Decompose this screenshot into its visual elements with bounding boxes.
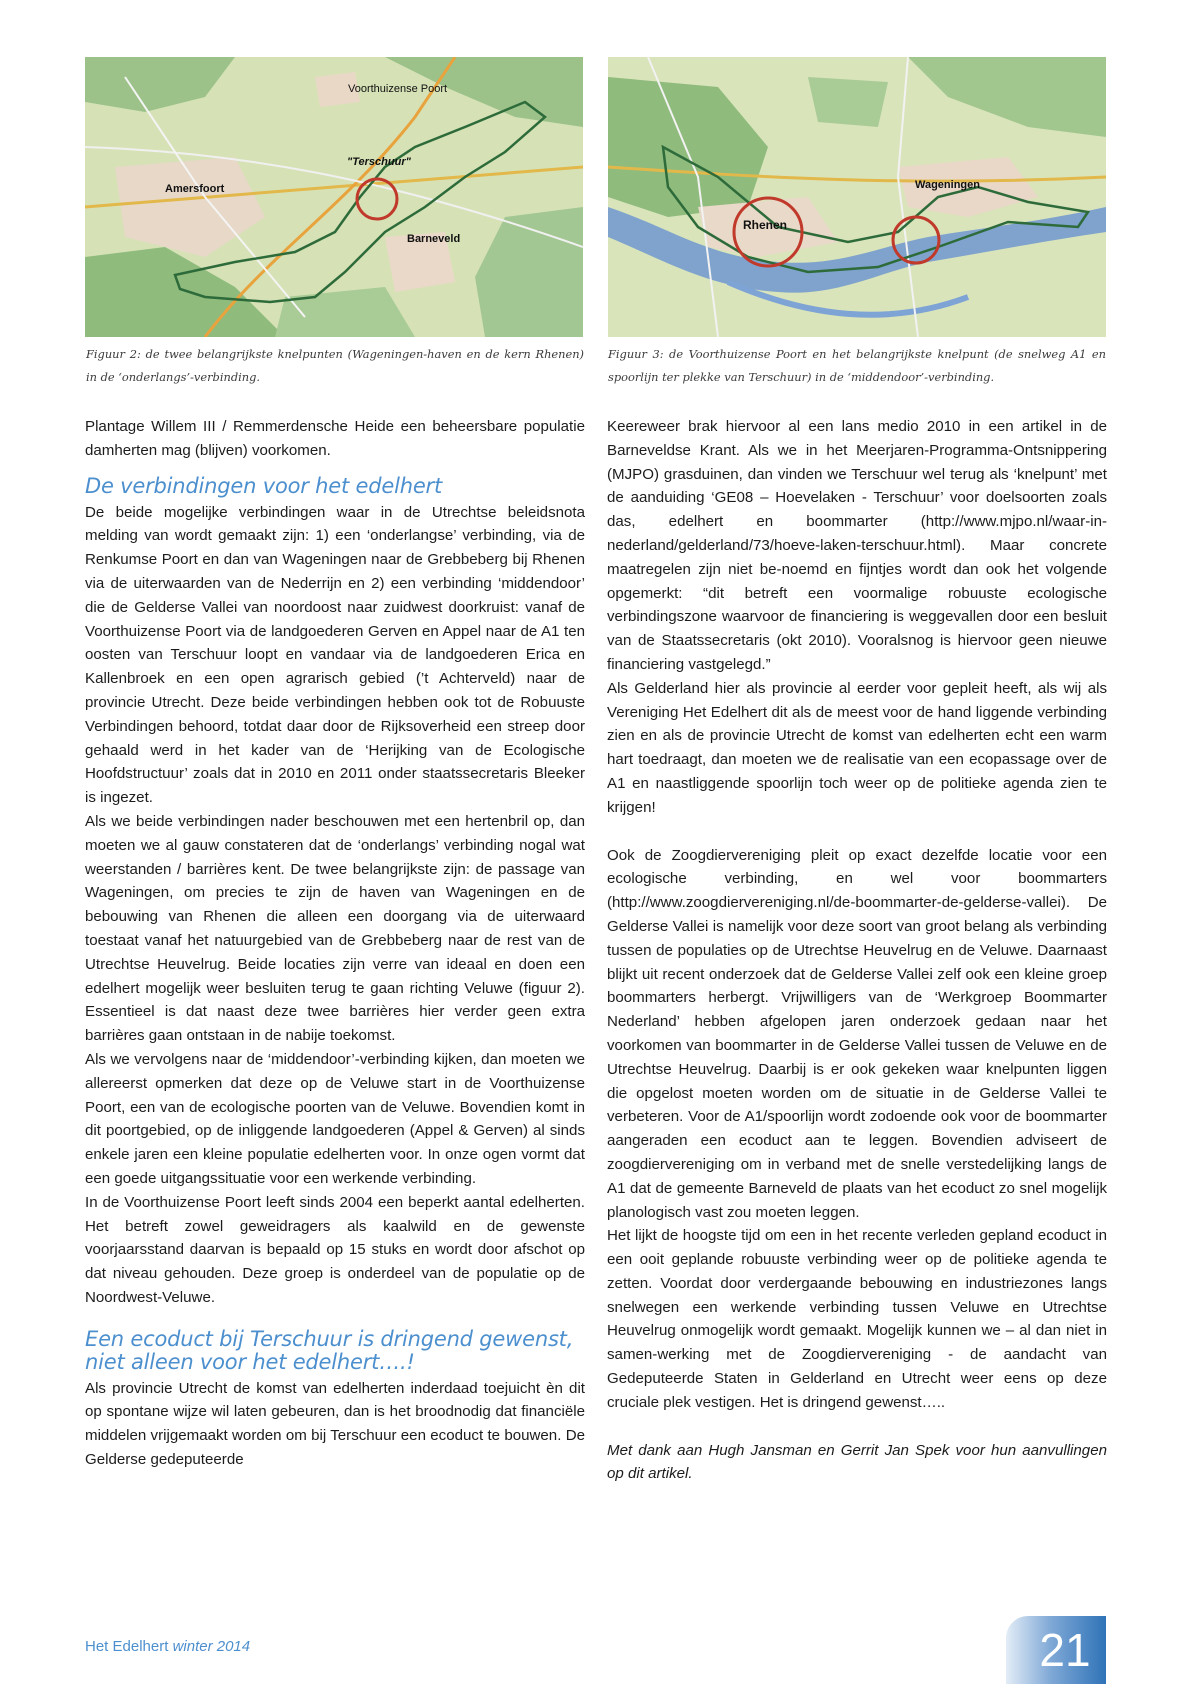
map-label-rhenen: Rhenen (743, 218, 788, 232)
section-heading-line: Een ecoduct bij Terschuur is dringend gewenst, (85, 1326, 574, 1351)
section-heading-line: niet alleen voor het edelhert….! (85, 1349, 415, 1374)
footer-issue: winter 2014 (172, 1638, 251, 1655)
figure-map-left (85, 57, 583, 337)
acknowledgement: Met dank aan Hugh Jansman en Gerrit Jan Spek voor hun aanvullingen op dit artikel. (607, 1441, 1107, 1483)
map-label-amersfoort: Amersfoort (165, 183, 225, 195)
map-right-graphic (608, 57, 1106, 337)
paragraph: In de Voorthuizense Poort leeft sinds 2004 een beperkt aantal edelherten. Het betreft zowel geweidragers als kaalwild en de gewenste voorjaarsstand daarvan is bepaald op 15 stuks en wordt door afschot op dat niveau gehouden. Deze groep is onderdeel van de populatie op de Noordwest-Veluwe. (85, 1193, 585, 1306)
figure-caption-right: Figuur 3: de Voorthuizense Poort en het belangrijkste knelpunt (de snelweg A1 en spoorlijn ter plekke van Terschuur) in de ‘middendoor’-verbinding. (608, 347, 1106, 384)
paragraph: Plantage Willem III / Remmerdensche Heide een beheersbare populatie damherten mag (blijven) voorkomen. (85, 418, 585, 459)
footer-brand (85, 1638, 250, 1655)
map-left-graphic (85, 57, 583, 337)
article-column-left (85, 415, 585, 1472)
footer-magazine-name: Het Edelhert (85, 1638, 169, 1655)
paragraph: Ook de Zoogdiervereniging pleit op exact dezelfde locatie voor een ecologische verbinding, en wel voor boommarters (http://www.zoogdiervereniging.nl/de-boommarter-de-gelderse-vallei). De Gelderse Vallei is namelijk voor deze soort van groot belang als verbinding tussen de populaties op de Utrechtse Heuvelrug en de Veluwe. Daarnaast blijkt uit recent onderzoek dat de Gelderse Vallei zelf ook een kleine groep boommarters herbergt. Vrijwilligers van de ‘Werkgroep Boommarter Nederland’ hebben afgelopen jaren onderzoek gedaan naar het voorkomen van boommarter in de Gelderse Vallei tussen de Veluwe en de Utrechtse Heuvelrug. Daarbij is er ook gekeken waar knelpunten liggen die opgelost moeten worden om de situatie in de Gelderse Vallei te verbeteren. Voor de A1/spoorlijn wordt zodoende ook voor de boommarter aangeraden een ecoduct aan te leggen. Bovendien adviseert de zoogdiervereniging om in verband met de snelle verstedelijking langs de A1 dat de gemeente Barneveld de plaats van het ecoduct zo snel mogelijk planologisch vast zou moeten leggen. (607, 846, 1107, 1221)
paragraph: Als we beide verbindingen nader beschouwen met een hertenbril op, dan moeten we al gauw constateren dat de ‘onderlangs’ verbinding nogal wat weerstanden / barrières kent. De twee belangrijkste zijn: de passage van Wageningen, om precies te zijn de haven van Wageningen en de bebouwing van Rhenen die alleen een doorgang via de uiterwaard toestaat vanaf het natuurgebied van de Grebbeberg naar de rest van de Utrechtse Heuvelrug. Beide locaties zijn verre van ideaal en doen een edelhert mogelijk weer besluiten terug te gaan richting Veluwe (figuur 2). Essentieel is dat naast deze twee barrières hier verder geen extra barrières gaan ontstaan in de nabije toekomst. (85, 812, 585, 1045)
article-column-right (607, 415, 1107, 1486)
paragraph: Keereweer brak hiervoor al een lans medio 2010 in een artikel in de Barneveldse Krant. Als we in het Meerjaren-Programma-Ontsnippering (MJPO) grasduinen, dan vinden we Terschuur wel terug als ‘knelpunt’ met de aanduiding ‘GE08 – Hoevelaken - Terschuur’ voor doelsoorten zoals das, edelhert en boommarter (http://www.mjpo.nl/waar-in-nederland/gelderland/73/hoeve-laken-terschuur.html). Maar concrete maatregelen zijn niet be-noemd en fijntjes wordt dan ook het volgende opgemerkt: “dit betreft een voormalige robuuste ecologische verbindingszone waarvoor de financiering is weggevallen door een besluit van de Staatssecretaris (okt 2010). Vooralsnog is hiervoor geen nieuwe financiering vastgelegd.” (607, 418, 1107, 673)
paragraph: Als we vervolgens naar de ‘middendoor’-verbinding kijken, dan moeten we allereerst opmerken dat deze op de Veluwe start in de Voorthuizense Poort, een van de ecologische poorten van de Veluwe. Bovendien komt in dit poortgebied, op de inliggende landgoederen (Appel & Gerven) al sinds enkele jaren een kleine populatie edelherten voor. In onze ogen vormt dat een goede uitgangssituatie voor een werkende verbinding. (85, 1050, 585, 1187)
figure-caption-left: Figuur 2: de twee belangrijkste knelpunten (Wageningen-haven en de kern Rhenen) in de ‘onderlangs’-verbinding. (86, 347, 584, 384)
map-label-wageningen: Wageningen (915, 179, 980, 191)
figure-map-right (608, 57, 1106, 337)
paragraph: Als provincie Utrecht de komst van edelherten inderdaad toejuicht èn dit op spontane wijze wil laten gebeuren, dan is het broodnodig dat financiële middelen vrijgemaakt worden om bij Terschuur een ecoduct te bouwen. De Gelderse gedeputeerde (85, 1379, 585, 1469)
map-label-terschuur: "Terschuur" (347, 156, 411, 168)
paragraph: Het lijkt de hoogste tijd om een in het recente verleden gepland ecoduct in een ooit geplande robuuste verbinding weer op de politieke agenda te zetten. Voordat door verdergaande bebouwing en industriezones langs snelwegen een werkende verbinding tussen Veluwe en Utrechtse Heuvelrug onmogelijk wordt gemaakt. Mogelijk kunnen we – al dan niet in samen-werking met de Zoogdiervereniging - de aandacht van Gedeputeerde Staten in Gelderland en Utrecht weer eens op deze cruciale plek vestigen. Het is dringend gewenst….. (607, 1227, 1107, 1411)
page-number: 21 (1039, 1624, 1091, 1676)
paragraph: Als Gelderland hier als provincie al eerder voor gepleit heeft, als wij als Vereniging Het Edelhert dit als de meest voor de hand liggende verbinding zien en als de provincie Utrecht de komst van edelherten echt een warm hart toedraagt, dan moeten we de realisatie van een ecopassage over de A1 en naastliggende spoorlijn toch weer op de politieke agenda zien te krijgen! (607, 679, 1107, 816)
section-heading: De verbindingen voor het edelhert (85, 473, 443, 498)
paragraph: De beide mogelijke verbindingen waar in de Utrechtse beleidsnota melding van wordt gemaakt zijn: 1) een ‘onderlangse’ verbinding, via de Renkumse Poort en dan van Wageningen naar de Grebbeberg bij Rhenen via de uiterwaarden van de Nederrijn en 2) een verbinding ‘middendoor’ die de Gelderse Vallei van noordoost naar zuidwest doorkruist: vanaf de Voorthuizense Poort via de landgoederen Gerven en Appel naar de A1 ten oosten van Terschuur loopt en vandaar via de landgoederen Erica en Kallenbroek en een open agrarisch gebied (’t Achterveld) naar de provincie Utrecht. Deze beide verbindingen hebben ook tot de Robuuste Verbindingen behoord, totdat daar door de Rijksoverheid een streep door gehaald werd in het kader van de ‘Herijking van de Ecologische Hoofdstructuur’ zoals dat in 2010 en 2011 onder staatssecretaris Bleeker is ingezet. (85, 503, 585, 807)
map-label-voorthuizense-poort: Voorthuizense Poort (348, 83, 448, 95)
map-label-barneveld: Barneveld (407, 233, 461, 245)
section-heading (85, 1328, 585, 1374)
